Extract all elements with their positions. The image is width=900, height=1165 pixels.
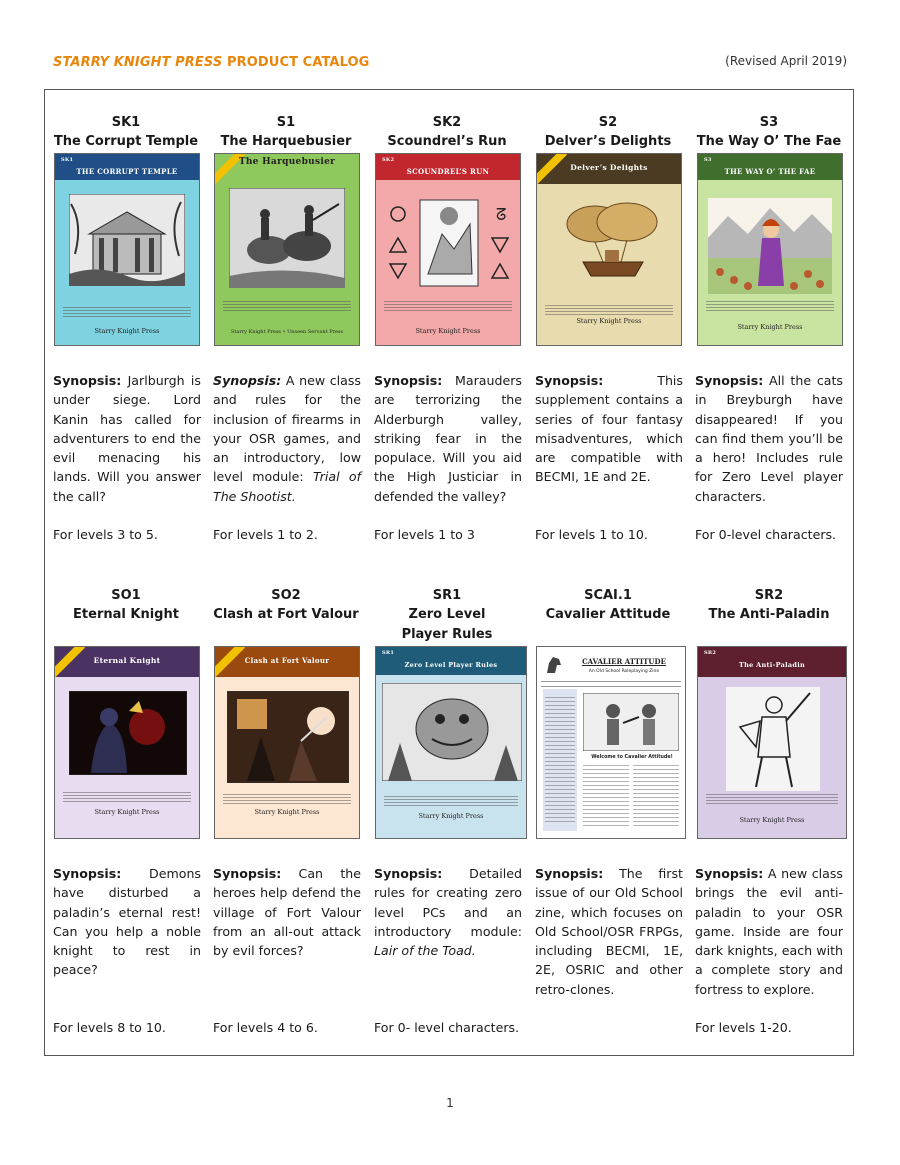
catalog-title-brand: STARRY KNIGHT PRESS: [53, 55, 223, 70]
product-name: Eternal Knight: [73, 607, 179, 622]
synopsis-module-title: Lair of the Toad.: [374, 943, 476, 959]
zine-heading: Welcome to Cavalier Attitude!: [591, 755, 673, 760]
synopsis-text: This supplement contains a series of four fantasy misadventures, which are compatible with BECMI, 1E and 2E.: [535, 373, 683, 485]
product-code: SK2: [432, 115, 462, 130]
cover-badge: SR1: [382, 650, 395, 656]
product-sk1-levels: For levels 3 to 5.: [53, 527, 158, 542]
synopsis-text: A new class brings the evil anti-paladin to your OSR game. Inside are four dark knights, each with a complete story and fortress to explore.: [695, 866, 843, 997]
synopsis-text: Demons have disturbed a paladin’s eternal rest! Can you help a noble knight to rest in peace?: [53, 866, 201, 978]
product-s1-cover[interactable]: [214, 153, 360, 346]
product-name: The Anti-Paladin: [708, 607, 830, 622]
product-s3-cover[interactable]: [697, 153, 843, 346]
product-name: Delver’s Delights: [544, 134, 672, 149]
product-code: SK1: [111, 115, 141, 130]
product-sr2-synopsis: [695, 864, 843, 999]
product-code: S2: [598, 115, 618, 130]
zine-column-2: [633, 765, 679, 829]
cover-publisher: Starry Knight Press • Unseen Servant Press: [230, 329, 344, 335]
product-sk1-heading: [52, 114, 200, 152]
cover-publisher: Starry Knight Press: [94, 327, 160, 335]
synopsis-text: Marauders are terrorizing the Alderburgh valley, striking fear in the populace. Will you aid the High Justiciar in defended the valley?: [374, 373, 522, 504]
product-sk2-levels: For levels 1 to 3: [374, 527, 475, 542]
catalog-title: [53, 55, 369, 70]
product-s1-heading: [212, 114, 360, 152]
product-so1-synopsis: [53, 864, 201, 980]
airship-illustration: [555, 194, 665, 294]
zine-sidebar-text: [545, 697, 575, 825]
cavalier-illustration: [583, 693, 679, 751]
synopsis-label: Synopsis:: [695, 866, 764, 881]
cover-blurb: [706, 794, 838, 804]
synopsis-module-title: Trial of The Shootist.: [213, 469, 361, 504]
product-code: S3: [759, 115, 779, 130]
product-so2-heading: [212, 587, 360, 625]
cover-blurb: [384, 796, 518, 806]
cover-badge: S3: [704, 157, 712, 163]
battle-illustration: [227, 691, 349, 783]
revision-date: (Revised April 2019): [725, 54, 847, 68]
page-number: 1: [446, 1096, 454, 1110]
synopsis-text: A new class and rules for the inclusion of firearms in your OSR games, and an introductory, low level module:: [213, 373, 361, 485]
product-sk2-synopsis: [374, 371, 522, 506]
product-name: The Harquebusier: [220, 134, 352, 149]
cover-blurb: [223, 794, 351, 804]
product-s3-heading: [695, 114, 843, 152]
product-so1-cover[interactable]: [54, 646, 200, 839]
product-sk2-cover[interactable]: [375, 153, 521, 346]
synopsis-label: Synopsis:: [53, 373, 122, 388]
synopsis-label: Synopsis:: [213, 866, 282, 881]
cover-title: THE WAY O’ THE FAE: [724, 167, 816, 176]
product-code: SR1: [432, 588, 462, 603]
product-s3-synopsis: [695, 371, 843, 506]
product-scai1-heading: [534, 587, 682, 625]
synopsis-label: Synopsis:: [213, 373, 282, 388]
product-name: Clash at Fort Valour: [213, 607, 359, 622]
product-code: S1: [276, 115, 296, 130]
product-scai1-synopsis: [535, 864, 683, 999]
zine-title: CAVALIER ATTITUDE: [582, 657, 666, 666]
synopsis-label: Synopsis:: [374, 866, 443, 881]
cover-title: Clash at Fort Valour: [244, 656, 330, 665]
synopsis-text: Jarlburgh is under siege. Lord Kanin has called for adventurers to end the evil menacing his lands. Will you answer the call?: [53, 373, 201, 504]
cover-publisher: Starry Knight Press: [415, 327, 481, 335]
fae-illustration: [708, 198, 832, 294]
cover-badge: SR2: [704, 650, 717, 656]
cover-title: The Anti-Paladin: [738, 661, 806, 669]
product-s3-levels: For 0-level characters.: [695, 527, 837, 542]
product-name-line1: Zero Level: [408, 607, 486, 622]
product-sr2-heading: [695, 587, 843, 625]
zine-column-1: [583, 765, 629, 829]
temple-illustration: [69, 194, 185, 286]
product-so2-levels: For levels 4 to 6.: [213, 1020, 318, 1035]
product-sr1-levels: For 0- level characters.: [374, 1020, 520, 1035]
synopsis-label: Synopsis:: [535, 866, 604, 881]
product-so2-synopsis: [213, 864, 361, 960]
synopsis-label: Synopsis:: [53, 866, 122, 881]
cover-title: Zero Level Player Rules: [404, 661, 498, 669]
product-code: SO1: [111, 588, 141, 603]
cover-blurb: [545, 305, 673, 315]
product-s2-levels: For levels 1 to 10.: [535, 527, 648, 542]
cover-blurb: [223, 301, 351, 311]
riders-illustration: [229, 188, 345, 288]
product-name: Cavalier Attitude: [545, 607, 671, 622]
product-s2-cover[interactable]: [536, 153, 682, 346]
cover-blurb: [63, 792, 191, 802]
product-s2-synopsis: [535, 371, 683, 487]
product-name: The Way O’ The Fae: [696, 134, 842, 149]
product-code: SO2: [271, 588, 301, 603]
synopsis-text: Can the heroes help defend the village of Fort Valour from an all-out attack by evil forces?: [213, 866, 361, 959]
synopsis-text: Detailed rules for creating zero level PCs and an introductory module:: [374, 866, 522, 939]
product-code: SCAI.1: [584, 588, 632, 603]
synopsis-label: Synopsis:: [535, 373, 604, 388]
product-sr1-heading: [373, 587, 521, 645]
product-name: The Corrupt Temple: [53, 134, 199, 149]
product-name-line2: Player Rules: [401, 627, 493, 642]
cover-blurb: [384, 301, 512, 311]
cover-publisher: Starry Knight Press: [254, 808, 320, 816]
cover-publisher: Starry Knight Press: [94, 808, 160, 816]
catalog-title-rest: PRODUCT CATALOG: [227, 55, 370, 70]
product-s2-heading: [534, 114, 682, 152]
product-so1-heading: [52, 587, 200, 625]
product-sk1-synopsis: [53, 371, 201, 506]
knight-demon-illustration: [69, 691, 187, 775]
product-s1-levels: For levels 1 to 2.: [213, 527, 318, 542]
svg-text:ᘔ: ᘔ: [496, 205, 507, 224]
synopsis-label: Synopsis:: [374, 373, 443, 388]
zine-rule: [541, 681, 681, 687]
zine-subtitle: An Old School Roleplaying Zine: [588, 669, 660, 674]
product-sk1-cover[interactable]: [54, 153, 200, 346]
symbols-illustration: [384, 194, 514, 290]
cover-title: THE CORRUPT TEMPLE: [76, 167, 178, 176]
cover-title: The Harquebusier: [238, 157, 336, 167]
cover-publisher: Starry Knight Press: [737, 323, 803, 331]
product-sr1-cover[interactable]: [375, 646, 527, 839]
cover-title: Delver’s Delights: [570, 163, 648, 172]
product-sr2-levels: For levels 1-20.: [695, 1020, 792, 1035]
cover-title: SCOUNDREL’S RUN: [406, 167, 490, 176]
product-name: Scoundrel’s Run: [387, 134, 507, 149]
horse-head-icon: [543, 653, 565, 675]
cover-publisher: Starry Knight Press: [739, 816, 805, 824]
product-scai1-cover[interactable]: [536, 646, 686, 839]
cover-title: Eternal Knight: [93, 656, 161, 665]
cover-badge: SK1: [61, 157, 74, 163]
cover-publisher: Starry Knight Press: [418, 812, 484, 820]
product-s1-synopsis: [213, 371, 361, 506]
product-sk2-heading: [373, 114, 521, 152]
cover-badge: SK2: [382, 157, 395, 163]
cover-publisher: Starry Knight Press: [576, 317, 642, 325]
product-sr2-cover[interactable]: [697, 646, 847, 839]
toad-illustration: [382, 683, 522, 781]
product-code: SR2: [754, 588, 784, 603]
anti-paladin-illustration: [726, 687, 820, 791]
product-sr1-synopsis: [374, 864, 522, 960]
product-so1-levels: For levels 8 to 10.: [53, 1020, 166, 1035]
synopsis-text: The first issue of our Old School zine, which focuses on Old School/OSR FRPGs, including BECMI, 1E, 2E, OSRIC and other retro-clones.: [535, 866, 683, 997]
cover-blurb: [706, 301, 834, 311]
product-so2-cover[interactable]: [214, 646, 360, 839]
synopsis-label: Synopsis:: [695, 373, 764, 388]
synopsis-text: All the cats in Breyburgh have disappeared! If you can find them you’ll be a hero! Includes rule for Zero Level player characters.: [695, 373, 843, 504]
cover-blurb: [63, 307, 191, 317]
